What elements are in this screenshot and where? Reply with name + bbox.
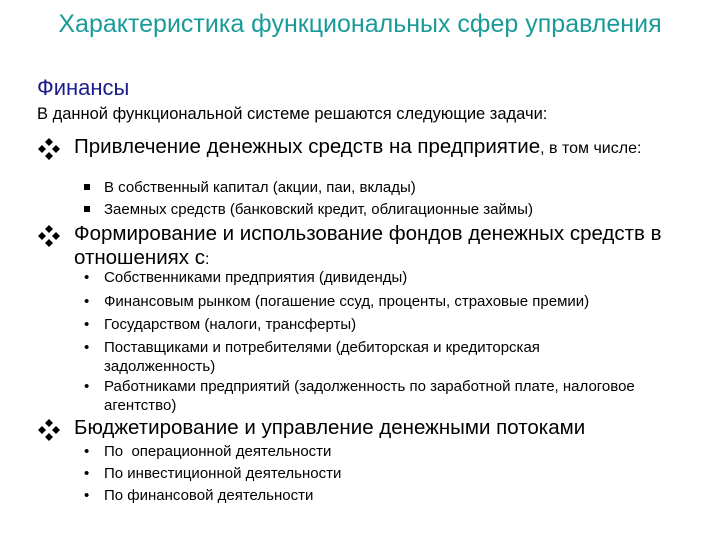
list-item-level2 — [84, 178, 694, 197]
round-bullet-icon: • — [84, 269, 90, 286]
intro-text: В данной функциональной системе решаются следующие задачи: — [37, 105, 548, 123]
item-sub-text: По финансовой деятельности — [104, 487, 314, 504]
item-main-text: Привлечение денежных средств на предприятие — [74, 135, 541, 158]
section-heading: Финансы — [37, 75, 130, 100]
item-sub-text: Финансовым рынком (погашение ссуд, проценты, страховые премии) — [104, 293, 590, 310]
square-bullet-icon — [84, 206, 90, 212]
item-sub-text: В собственный капитал (акции, паи, вклады) — [104, 179, 416, 196]
square-bullet-icon — [84, 184, 90, 190]
item-sub-text: Государством (налоги, трансферты) — [104, 316, 357, 333]
round-bullet-icon: • — [84, 465, 90, 482]
item-sub-text: Собственниками предприятия (дивиденды) — [104, 269, 408, 286]
list-item-level2 — [84, 486, 694, 505]
list-item-level2 — [84, 442, 694, 461]
slide-title: Характеристика функциональных сфер управления — [58, 10, 662, 38]
four-diamond-bullet-icon — [37, 137, 61, 161]
list-item-level2 — [84, 268, 694, 287]
four-diamond-bullet-icon — [37, 224, 61, 248]
round-bullet-icon: • — [84, 316, 90, 333]
round-bullet-icon: • — [84, 378, 90, 395]
list-item-level2 — [84, 200, 694, 219]
list-item-level2 — [84, 377, 694, 415]
item-main-text: Формирование и использование фондов денежных средств в отношениях с — [74, 222, 662, 269]
list-item-level2 — [84, 464, 694, 483]
item-sub-text: Поставщиками и потребителями (дебиторская и кредиторская задолженность) — [104, 339, 540, 375]
list-item-level1 — [37, 222, 687, 272]
item-sub-text: Заемных средств (банковский кредит, облигационные займы) — [104, 201, 533, 218]
list-item-level2 — [84, 315, 694, 334]
round-bullet-icon: • — [84, 487, 90, 504]
list-item-level1 — [37, 416, 687, 440]
item-sub-text: По операционной деятельности — [104, 443, 332, 460]
list-item-level2 — [84, 292, 694, 311]
item-main-text: Бюджетирование и управление денежными потоками — [74, 416, 586, 439]
item-sub-text: Работниками предприятий (задолженность по заработной плате, налоговое агентство) — [104, 378, 635, 414]
list-item-level1 — [37, 135, 687, 161]
round-bullet-icon: • — [84, 443, 90, 460]
list-item-level2 — [84, 338, 694, 376]
item-suffix-text: , в том числе: — [540, 140, 642, 157]
round-bullet-icon: • — [84, 339, 90, 356]
four-diamond-bullet-icon — [37, 418, 61, 442]
item-sub-text: По инвестиционной деятельности — [104, 465, 342, 482]
item-suffix-text: : — [204, 251, 210, 268]
round-bullet-icon: • — [84, 293, 90, 310]
